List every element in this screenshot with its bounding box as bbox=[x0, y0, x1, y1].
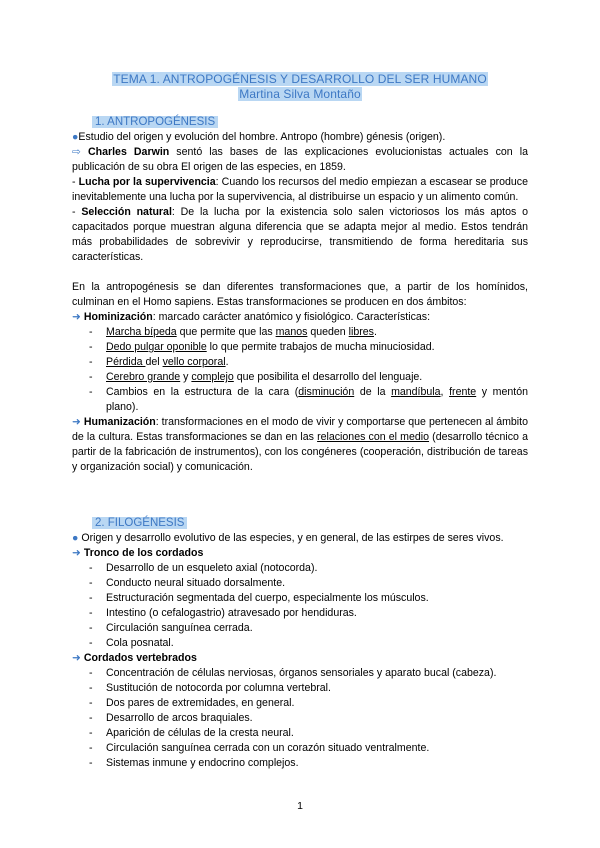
list-item: - Desarrollo de arcos braquiales. bbox=[72, 711, 528, 726]
hominizacion-paragraph: ➜ Hominización: marcado carácter anatómico y fisiológico. Características: bbox=[72, 311, 431, 323]
list-item: - Desarrollo de un esqueleto axial (notocorda). bbox=[72, 561, 528, 576]
page-number: 1 bbox=[297, 800, 303, 812]
list-item: - Marcha bípeda que permite que las manos queden libres. bbox=[72, 325, 528, 340]
list-item: - Cambios en la estructura de la cara (disminución de la mandíbula, frente y mentón plano). bbox=[72, 385, 528, 415]
section-body-antropogenesis bbox=[72, 130, 528, 475]
list-item: - Sustitución de notocorda por columna vertebral. bbox=[72, 681, 528, 696]
list-item: - Dos pares de extremidades, en general. bbox=[72, 696, 528, 711]
section-heading-filogenesis: 2. FILOGÉNESIS bbox=[92, 517, 187, 529]
bullet-icon: ● bbox=[72, 532, 79, 544]
list-item: - Aparición de células de la cresta neural. bbox=[72, 726, 528, 741]
list-item: - Sistemas inmune y endocrino complejos. bbox=[72, 756, 528, 771]
list-item: - Concentración de células nerviosas, órganos sensoriales y aparato bucal (cabeza). bbox=[72, 666, 528, 681]
list-item: - Cerebro grande y complejo que posibilita el desarrollo del lenguaje. bbox=[72, 370, 528, 385]
section-body-filogenesis bbox=[72, 531, 528, 771]
definition-paragraph: ●Estudio del origen y evolución del hombre. Antropo (hombre) génesis (origen). bbox=[72, 131, 446, 143]
list-item: - Conducto neural situado dorsalmente. bbox=[72, 576, 528, 591]
darwin-paragraph: ⇨ Charles Darwin sentó las bases de las explicaciones evolucionistas actuales con la publicación de su obra El origen de las especies, en 1859. bbox=[72, 146, 528, 173]
document-title: TEMA 1. ANTROPOGÉNESIS Y DESARROLLO DEL SER HUMANO bbox=[113, 72, 487, 86]
list-item: - Cola posnatal. bbox=[72, 636, 528, 651]
list-item: - Circulación sanguínea cerrada. bbox=[72, 621, 528, 636]
spacer bbox=[72, 265, 528, 280]
tronco-list bbox=[72, 561, 528, 651]
bullet-icon: ● bbox=[72, 131, 79, 143]
list-item: - Intestino (o cefalogastrio) atravesado por hendiduras. bbox=[72, 606, 528, 621]
section-heading-antropogenesis: 1. ANTROPOGÉNESIS bbox=[92, 116, 218, 128]
arrow-icon: ⇨ bbox=[72, 146, 81, 158]
list-item: - Estructuración segmentada del cuerpo, especialmente los músculos. bbox=[72, 591, 528, 606]
tronco-heading: ➜ Tronco de los cordados bbox=[72, 547, 204, 559]
arrow-icon: ➜ bbox=[72, 311, 81, 323]
intro-paragraph: En la antropogénesis se dan diferentes transformaciones que, a partir de los homínidos, culminan en el Homo sapiens. Estas transformaciones se producen en dos ámbitos: bbox=[72, 281, 528, 308]
arrow-icon: ➜ bbox=[72, 547, 81, 559]
vertebrados-heading: ➜ Cordados vertebrados bbox=[72, 652, 197, 664]
arrow-icon: ➜ bbox=[72, 416, 81, 428]
list-item: - Pérdida del vello corporal. bbox=[72, 355, 528, 370]
list-item: - Circulación sanguínea cerrada con un corazón situado ventralmente. bbox=[72, 741, 528, 756]
seleccion-paragraph: - Selección natural: De la lucha por la existencia solo salen victoriosos los más aptos o capacitados porque muestran alguna diferencia que se adapta mejor al medio. Estos tendrán más probabilidades de sobrevivir y reproducirse, transmitiendo de forma hereditaria sus características. bbox=[72, 206, 528, 263]
humanizacion-paragraph: ➜ Humanización: transformaciones en el modo de vivir y comportarse que pertenecen al ámbito de la cultura. Estas transformaciones se dan en las relaciones con el medio (desarrollo técnico a partir de la fabricación de instrumentos), con los congéneres (cooperación, distribución de tareas y organización social) y comunicación. bbox=[72, 416, 528, 473]
lucha-paragraph: - Lucha por la supervivencia: Cuando los recursos del medio empiezan a escasear se produce inevitablemente una lucha por la supervivencia, al distribuirse un espacio y un alimento común. bbox=[72, 176, 528, 203]
arrow-icon: ➜ bbox=[72, 652, 81, 664]
vertebrados-list bbox=[72, 666, 528, 771]
document-author: Martina Silva Montaño bbox=[239, 87, 361, 101]
hominizacion-list bbox=[72, 325, 528, 415]
definition-paragraph: ● Origen y desarrollo evolutivo de las especies, y en general, de las estirpes de seres vivos. bbox=[72, 532, 504, 544]
list-item: - Dedo pulgar oponible lo que permite trabajos de mucha minuciosidad. bbox=[72, 340, 528, 355]
